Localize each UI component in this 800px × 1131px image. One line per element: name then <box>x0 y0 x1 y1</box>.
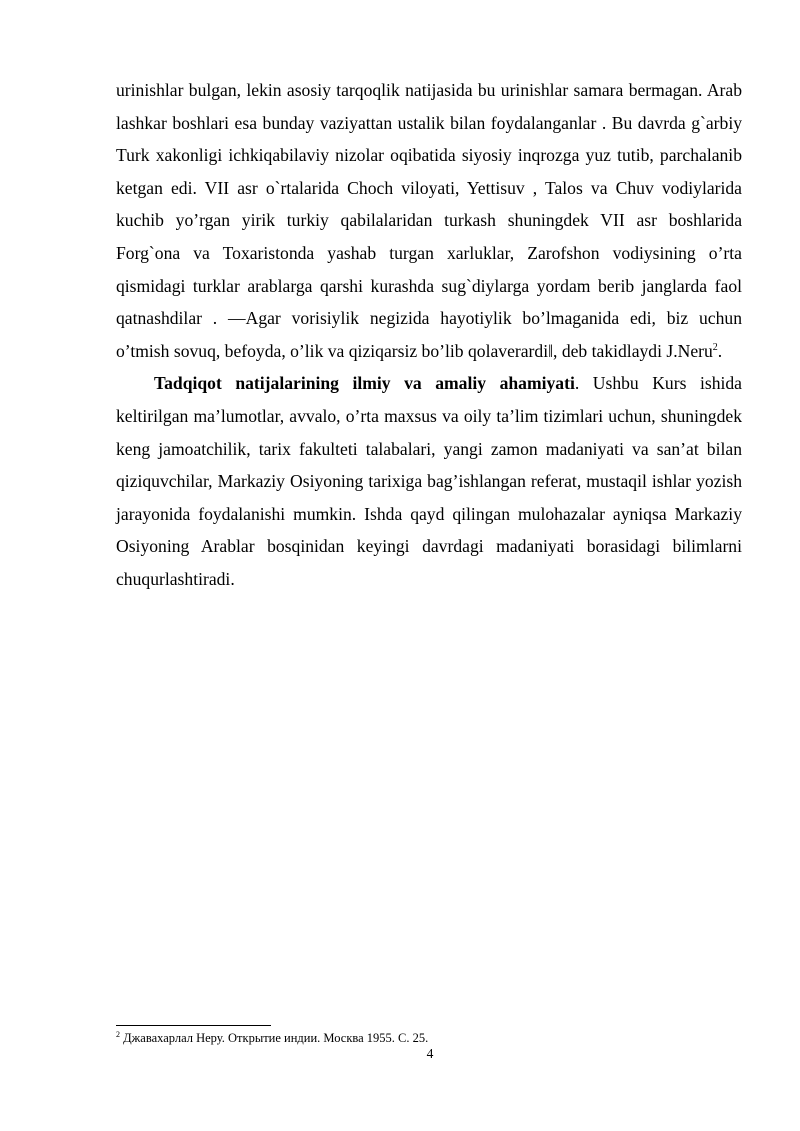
paragraph-2-text: . Ushbu Kurs ishida keltirilgan ma’lumotlar, avvalo, o’rta maxsus va oily ta’lim tizimlari uchun, shuningdek keng jamoatchilik, tarix fakulteti talabalari, yangi zamon madaniyati va san’at bilan qiziquvchilar, Markaziy Osiyoning tarixiga bag’ishlangan referat, mustaqil ishlar yozish jarayonida foydalanishi mumkin. Ishda qayd qilingan mulohazalar ayniqsa Markaziy Osiyoning Arablar bosqinidan keyingi davrdagi madaniyati borasidagi bilimlarni chuqurlashtiradi. <box>116 373 742 589</box>
footnote-separator <box>116 1025 271 1026</box>
paragraph-arab-conquest <box>116 74 742 367</box>
footnote-marker: 2 <box>116 1029 120 1039</box>
footnote-reference: 2 <box>712 341 718 353</box>
paragraph-1-end: . <box>717 340 723 361</box>
footnote <box>116 1030 428 1046</box>
body-text <box>116 74 742 596</box>
paragraph-1-text: urinishlar bulgan, lekin asosiy tarqoqlik natijasida bu urinishlar samara bermagan. Arab lashkar boshlari esa bunday vaziyattan ustalik bilan foydalanganlar . Bu davrda g`arbiy Turk xakonligi ichkiqabilaviy nizolar oqibatida siyosiy inqrozga yuz tutib, parchalanib ketgan edi. VII asr o`rtalarida Choch viloyati, Yettisuv , Talos va Chuv vodiylarida kuchib yo’rgan yirik turkiy qabilalaridan turkash shuningdek VII asr boshlarida Forg`ona va Toxaristonda yashab turgan xarluklar, Zarofshon vodiysining o’rta qismidagi turklar arablarga qarshi kurashda sug`diylarga yordam berib janglarda faol qatnashdilar . ―Agar vorisiylik negizida hayotiylik bo’lmaganida edi, biz uchun o’tmish sovuq, befoyda, o’lik va qiziqarsiz bo’lib qolaverardi‖, deb takidlaydi J.Neru <box>116 80 742 361</box>
page-number: 4 <box>426 1046 434 1061</box>
section-heading: Tadqiqot natijalarining ilmiy va amaliy ahamiyati <box>154 373 575 394</box>
paragraph-significance <box>116 367 742 595</box>
footnote-text: Джавахарлал Неру. Открытие индии. Москва 1955. С. 25. <box>120 1031 429 1045</box>
